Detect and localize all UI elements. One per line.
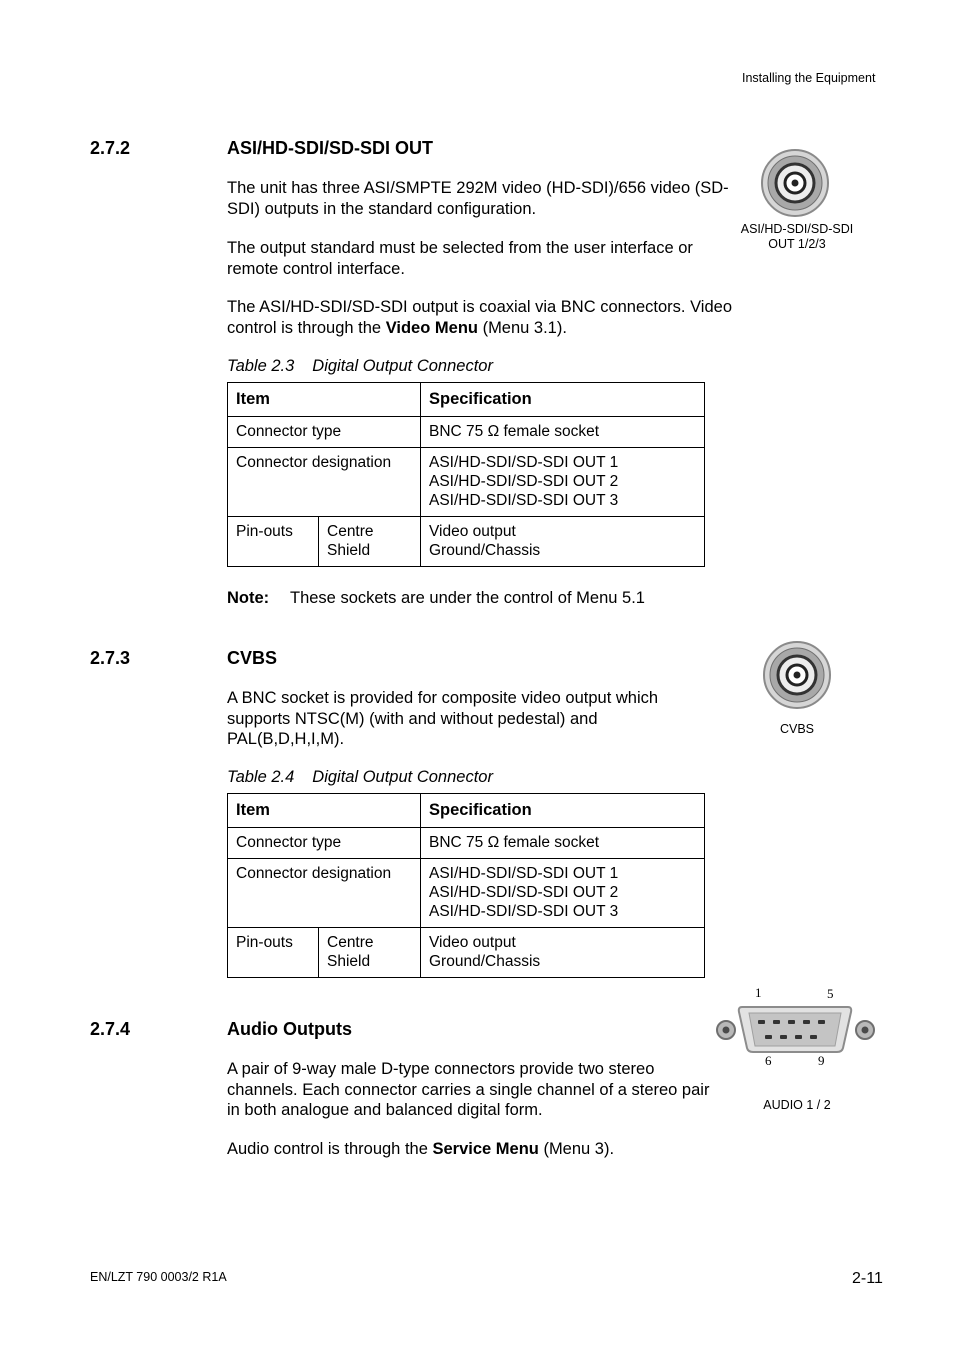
note-label: Note: — [227, 589, 270, 607]
table-title: Digital Output Connector — [312, 768, 493, 786]
designation-line: ASI/HD-SDI/SD-SDI OUT 3 — [429, 492, 619, 509]
figure-label — [727, 222, 867, 252]
paragraph-text: (Menu 3). — [538, 1140, 615, 1158]
figure-label-line: ASI/HD-SDI/SD-SDI — [740, 222, 854, 236]
table-cell: Connector type — [228, 417, 421, 448]
section-number: 2.7.2 — [90, 138, 131, 158]
table-caption — [227, 357, 493, 376]
table-cell — [319, 517, 421, 567]
table-cell — [421, 448, 705, 517]
pin-name: Shield — [327, 953, 371, 970]
paragraph: The output standard must be selected from the user interface or remote control interface. — [227, 239, 693, 278]
menu-reference: Video Menu — [385, 318, 478, 337]
pin-label: 9 — [818, 1053, 825, 1068]
running-header: Installing the Equipment — [742, 71, 876, 85]
table-header-row — [228, 794, 705, 828]
menu-reference: Service Menu — [432, 1140, 539, 1158]
pin-function: Ground/Chassis — [429, 953, 541, 970]
paragraph: The unit has three ASI/SMPTE 292M video (HD-SDI)/656 video (SD-SDI) outputs in the standard configuration. — [227, 179, 729, 218]
paragraph-text: (Menu 3.1). — [477, 318, 567, 337]
section-title: ASI/HD-SDI/SD-SDI OUT — [227, 138, 434, 158]
pin-name: Centre — [327, 523, 374, 540]
table-title: Digital Output Connector — [312, 357, 493, 375]
table-cell: Connector designation — [228, 448, 421, 517]
page-number: 2-11 — [852, 1270, 883, 1287]
figure-label: CVBS — [779, 722, 815, 736]
table-row — [228, 517, 705, 567]
bnc-connector-icon — [760, 148, 830, 218]
table-number: Table 2.4 — [227, 768, 295, 786]
spec-table — [227, 382, 705, 567]
figure-label: AUDIO 1 / 2 — [763, 1098, 831, 1112]
d-type-connector-icon — [714, 1003, 876, 1055]
table-row — [228, 417, 705, 448]
paragraph-text: Audio control is through the — [227, 1140, 433, 1158]
table-cell: Connector designation — [228, 859, 421, 928]
table-cell — [421, 859, 705, 928]
table-row — [228, 928, 705, 978]
table-caption — [227, 768, 493, 787]
table-cell: Pin-outs — [228, 928, 319, 978]
paragraph: A BNC socket is provided for composite video output which supports NTSC(M) (with and without pedestal) and PAL(B,D,H,I,M). — [227, 689, 659, 748]
spec-table — [227, 793, 705, 978]
paragraph-text: The ASI/HD-SDI/SD-SDI output is coaxial via BNC connectors. Video control is through the — [227, 298, 732, 337]
pin-label: 5 — [827, 986, 834, 1001]
table-cell: Pin-outs — [228, 517, 319, 567]
table-row — [228, 448, 705, 517]
document-number: EN/LZT 790 0003/2 R1A — [90, 1270, 227, 1284]
pin-function: Video output — [429, 934, 516, 951]
table-cell: BNC 75 Ω female socket — [421, 828, 705, 859]
paragraph — [227, 1139, 732, 1160]
pin-function: Video output — [429, 523, 516, 540]
table-header-row — [228, 383, 705, 417]
note-text: These sockets are under the control of Menu 5.1 — [290, 589, 645, 607]
table-cell — [421, 928, 705, 978]
paragraph: A pair of 9-way male D-type connectors provide two stereo channels. Each connector carries a single channel of a stereo pair in both analogue and balanced digital form. — [227, 1060, 710, 1119]
pin-label: 1 — [755, 985, 762, 1000]
section-number: 2.7.4 — [90, 1019, 131, 1039]
section-title: Audio Outputs — [227, 1019, 352, 1039]
table-cell: BNC 75 Ω female socket — [421, 417, 705, 448]
section-number: 2.7.3 — [90, 648, 131, 668]
designation-line: ASI/HD-SDI/SD-SDI OUT 2 — [429, 884, 619, 901]
table-cell — [421, 517, 705, 567]
header-cell: Item — [228, 383, 421, 417]
figure-label-line: OUT 1/2/3 — [768, 237, 826, 251]
pin-function: Ground/Chassis — [429, 542, 541, 559]
bnc-connector-icon — [762, 640, 832, 710]
section-title: CVBS — [227, 648, 278, 668]
header-cell: Item — [228, 794, 421, 828]
table-cell: Connector type — [228, 828, 421, 859]
pin-label: 6 — [765, 1053, 772, 1068]
paragraph — [227, 297, 732, 338]
header-cell: Specification — [421, 383, 705, 417]
pin-name: Shield — [327, 542, 371, 559]
designation-line: ASI/HD-SDI/SD-SDI OUT 2 — [429, 473, 619, 490]
designation-line: ASI/HD-SDI/SD-SDI OUT 3 — [429, 903, 619, 920]
table-cell — [319, 928, 421, 978]
designation-line: ASI/HD-SDI/SD-SDI OUT 1 — [429, 454, 619, 471]
note — [227, 589, 645, 608]
header-cell: Specification — [421, 794, 705, 828]
table-row — [228, 859, 705, 928]
table-row — [228, 828, 705, 859]
pin-name: Centre — [327, 934, 374, 951]
designation-line: ASI/HD-SDI/SD-SDI OUT 1 — [429, 865, 619, 882]
table-number: Table 2.3 — [227, 357, 295, 375]
